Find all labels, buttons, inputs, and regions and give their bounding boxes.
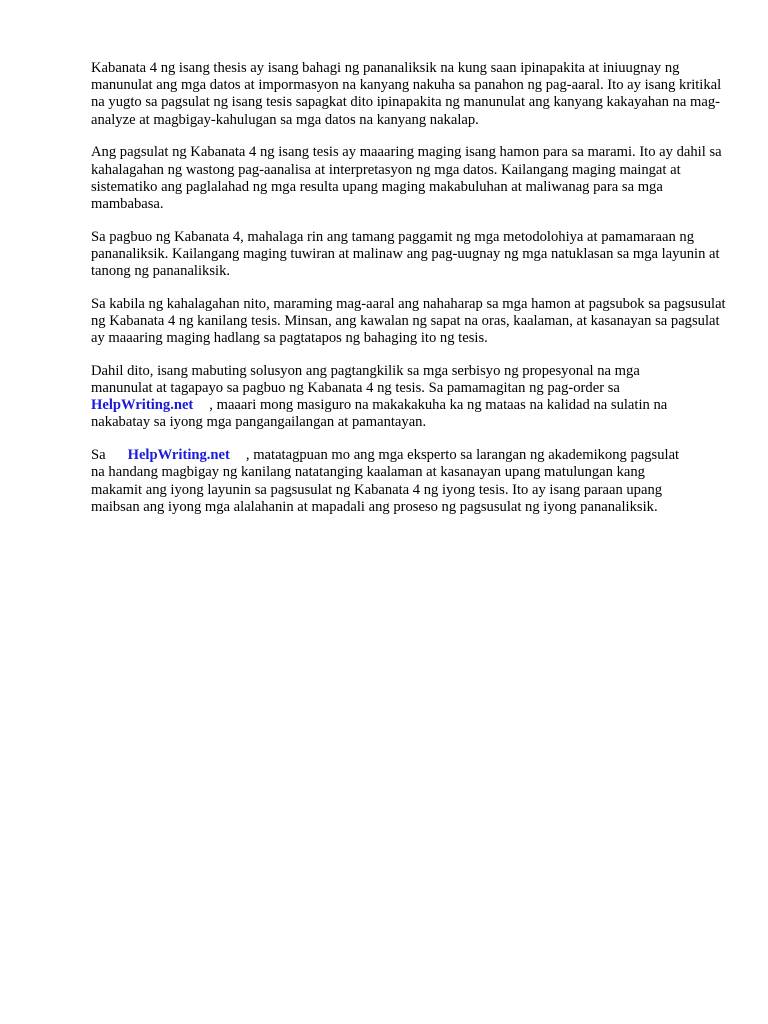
paragraph-1: Kabanata 4 ng isang thesis ay isang bahagi ng pananaliksik na kung saan ipinapakita at iniuugnay ng manunulat ang mga datos at impormasyon na kanyang nakuha sa panahon ng pag-aaral. Ito ay isang kritikal na yugto sa pagsulat ng isang tesis sapagkat dito ipinapakita ng manunulat ang kanyang kakayahan na mag-analyze at magbigay-kahulugan sa mga datos na kanyang nakalap. bbox=[91, 60, 722, 128]
helpwriting-link-2[interactable]: HelpWriting.net bbox=[127, 447, 230, 464]
helpwriting-link[interactable]: HelpWriting.net bbox=[91, 397, 194, 414]
paragraph-5-line-2: manunulat at tagapayo sa pagbuo ng Kabanata 4 ng tesis. Sa pamamagitan ng pag-order sa bbox=[91, 380, 620, 397]
paragraph-5 bbox=[91, 363, 731, 432]
paragraph-6-line-2: na handang magbigay ng kanilang natatanging kaalaman at kasanayan upang matulungan kang bbox=[91, 464, 645, 481]
paragraph-5-line-3 bbox=[91, 397, 731, 414]
paragraph-5-line-1: Dahil dito, isang mabuting solusyon ang pagtangkilik sa mga serbisyo ng propesyonal na mga bbox=[91, 362, 640, 379]
paragraph-2: Ang pagsulat ng Kabanata 4 ng isang tesis ay maaaring maging isang hamon para sa marami. Ito ay dahil sa kahalagahan ng wastong pag-aanalisa at interpretasyon ng mga datos. Kailangang maging maingat at sistematiko ang paglalahad ng mga resulta upang maging makabuluhan at maliwanag para sa mga mambabasa. bbox=[91, 144, 722, 212]
paragraph-6-after-link-text: , matatagpuan mo ang mga eksperto sa larangan ng akademikong pagsulat bbox=[245, 447, 680, 464]
paragraph-6-line-1 bbox=[91, 447, 731, 464]
document-body bbox=[91, 60, 731, 531]
paragraph-5-after-link-text: , maaari mong masiguro na makakakuha ka ng mataas na kalidad na sulatin na bbox=[209, 397, 668, 414]
paragraph-3: Sa pagbuo ng Kabanata 4, mahalaga rin ang tamang paggamit ng mga metodolohiya at pamamaraan ng pananaliksik. Kailangang maging tuwiran at malinaw ang pag-uugnay ng mga natuklasan sa mga layunin at tanong ng pananaliksik. bbox=[91, 228, 720, 280]
paragraph-6 bbox=[91, 447, 731, 516]
paragraph-6-lead-text: Sa bbox=[91, 447, 106, 464]
paragraph-4: Sa kabila ng kahalagahan nito, maraming mag-aaral ang nahaharap sa mga hamon at pagsubok sa pagsusulat ng Kabanata 4 ng kanilang tesis. Minsan, ang kawalan ng sapat na oras, kaalaman, at kasanayan sa pagsulat ay maaaring maging hadlang sa pagtatapos ng bahaging ito ng tesis. bbox=[91, 295, 726, 347]
paragraph-6-line-3: makamit ang iyong layunin sa pagsusulat ng Kabanata 4 ng iyong tesis. Ito ay isang paraan upang bbox=[91, 481, 663, 498]
paragraph-6-line-4: maibsan ang iyong mga alalahanin at mapadali ang proseso ng pagsusulat ng iyong pananaliksik. bbox=[91, 498, 658, 515]
paragraph-5-line-4: nakabatay sa iyong mga pangangailangan at pamantayan. bbox=[91, 414, 427, 431]
